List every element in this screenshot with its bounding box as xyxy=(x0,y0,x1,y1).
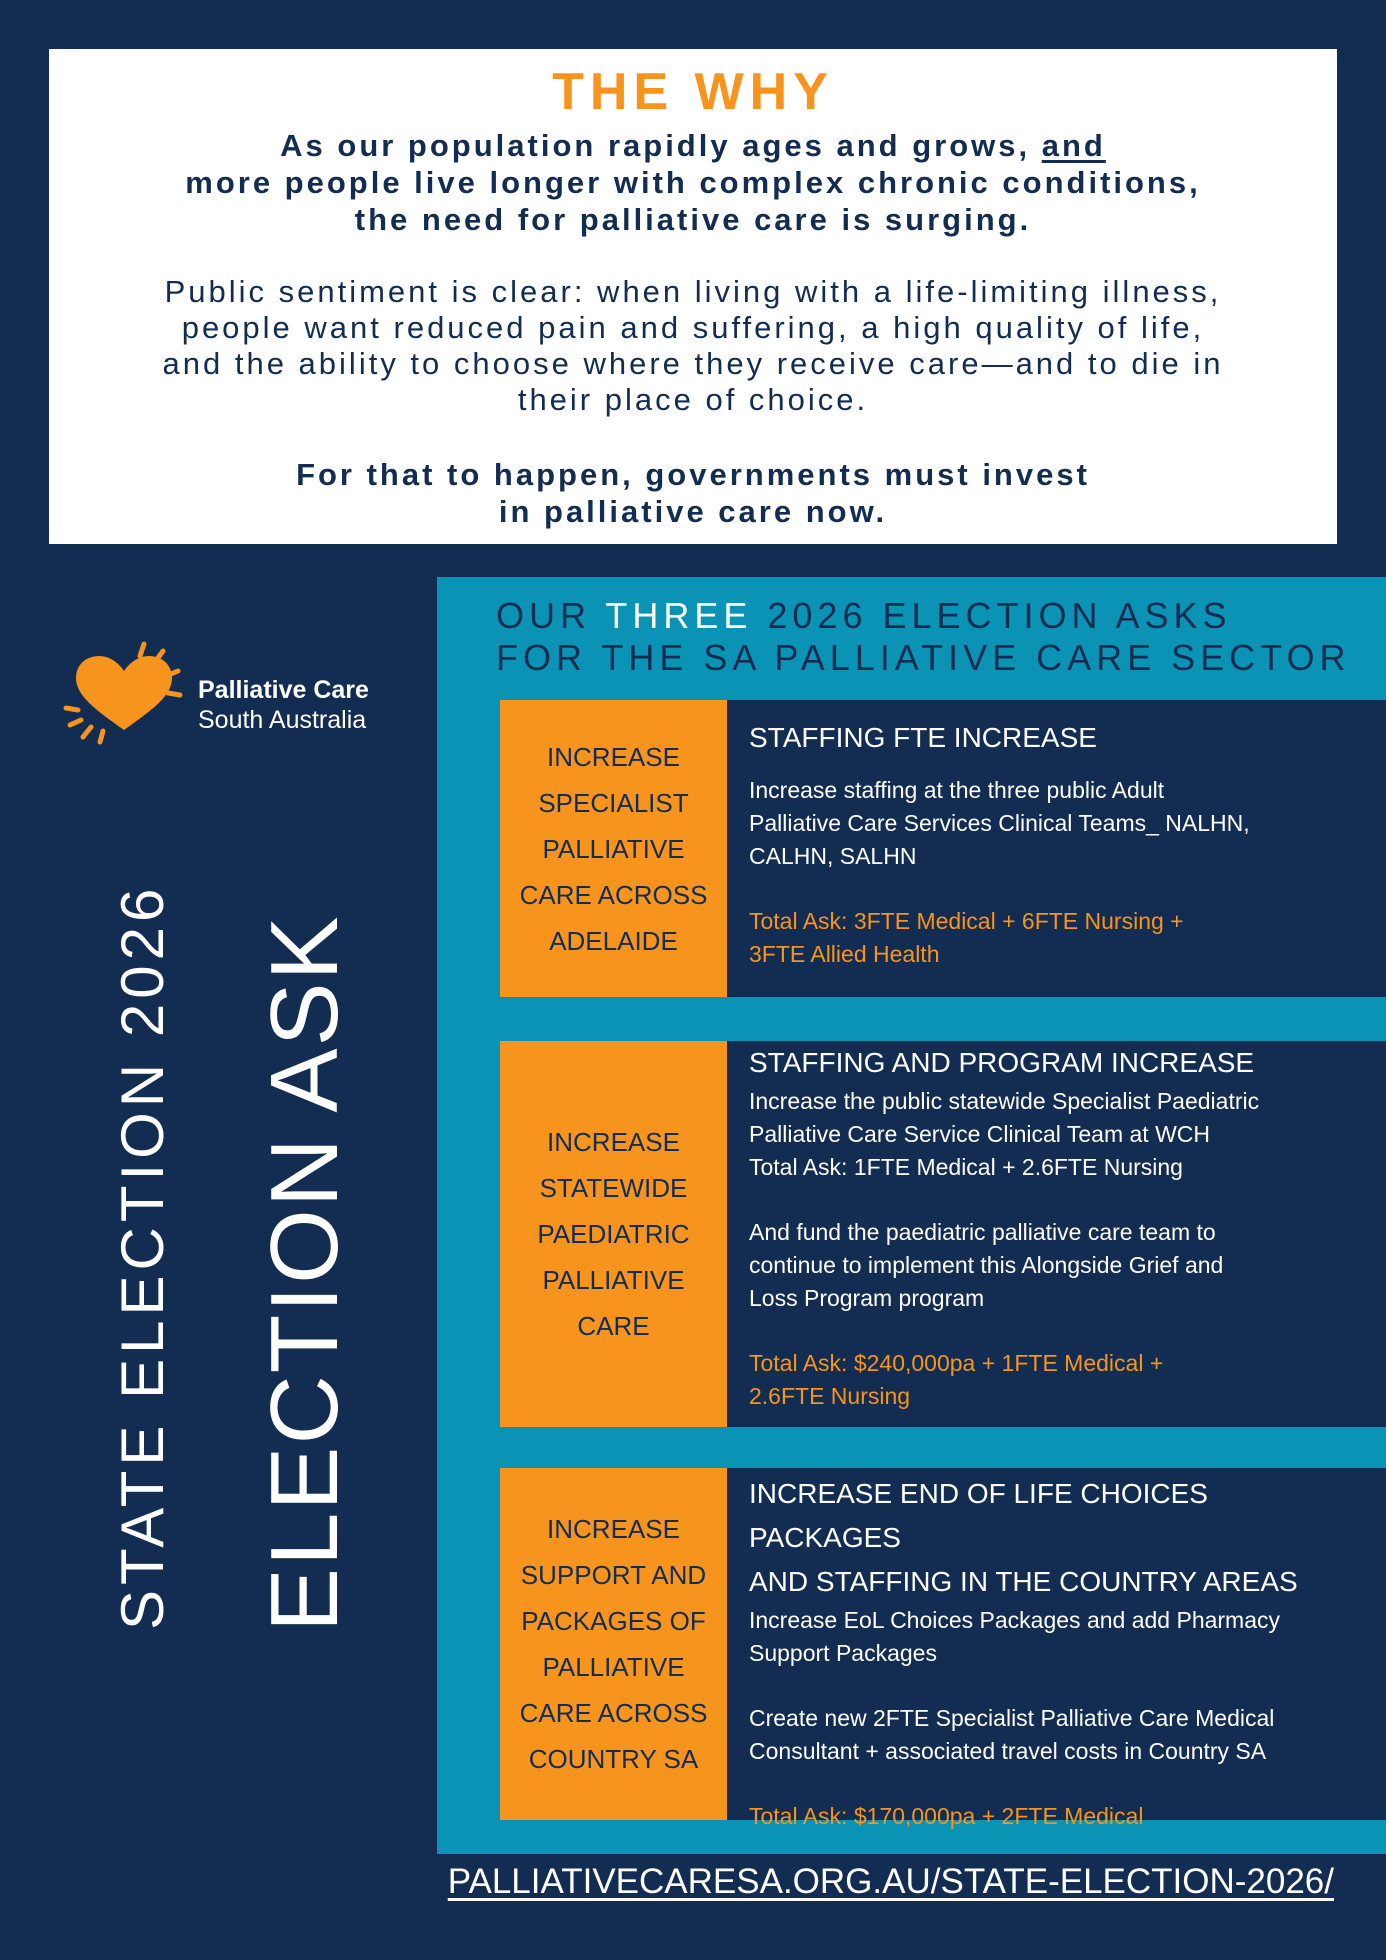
ask-label xyxy=(500,1041,727,1427)
palliative-care-sa-logo xyxy=(56,638,416,758)
why-cta-line-2: in palliative care now. xyxy=(498,494,888,529)
ask-total-line: Total Ask: 3FTE Medical + 6FTE Nursing + xyxy=(749,908,1184,934)
ask-card-adelaide xyxy=(500,700,1386,997)
why-cta-line-1: For that to happen, governments must invest xyxy=(296,457,1090,492)
campaign-url-link[interactable]: PALLIATIVECARESA.ORG.AU/STATE-ELECTION-2026/ xyxy=(447,1862,1334,1901)
ask-title: STAFFING AND PROGRAM INCREASE xyxy=(749,1047,1255,1078)
ask-label-line: CARE ACROSS xyxy=(519,1698,708,1728)
ask-description-secondary xyxy=(749,1216,1364,1315)
why-intro-line-1: As our population rapidly ages and grows, and xyxy=(280,128,1106,163)
ask-card-paediatric xyxy=(500,1041,1386,1427)
why-sentiment-paragraph xyxy=(49,274,1337,418)
why-sentiment-line-4: their place of choice. xyxy=(517,382,869,417)
ask-label-line: PALLIATIVE xyxy=(542,1265,685,1295)
why-sentiment-line-2: people want reduced pain and suffering, a high quality of life, xyxy=(181,310,1205,345)
ask-label-line: PACKAGES OF xyxy=(521,1606,706,1636)
why-sentiment-line-1: Public sentiment is clear: when living with a life-limiting illness, xyxy=(164,274,1222,309)
ask-label xyxy=(500,700,727,997)
ask-description-line: Loss Program program xyxy=(749,1285,985,1311)
ask-description-line: Palliative Care Services Clinical Teams_ NALHN, xyxy=(749,810,1250,836)
ask-description-line: CALHN, SALHN xyxy=(749,843,917,869)
asks-heading xyxy=(496,595,1351,679)
ask-title xyxy=(749,1472,1364,1604)
asks-heading-line-1: OUR THREE 2026 ELECTION ASKS xyxy=(496,595,1232,636)
ask-description-line: Create new 2FTE Specialist Palliative Care Medical xyxy=(749,1705,1275,1731)
ask-title-line: AND STAFFING IN THE COUNTRY AREAS xyxy=(749,1566,1298,1597)
ask-label-line: INCREASE xyxy=(547,1514,680,1544)
ask-total-line: 2.6FTE Nursing xyxy=(749,1383,911,1409)
why-intro-paragraph xyxy=(49,127,1337,238)
ask-label-line: PALLIATIVE xyxy=(542,1652,685,1682)
ask-label-line: SPECIALIST xyxy=(538,787,689,818)
ask-label-line: COUNTRY SA xyxy=(528,1744,699,1774)
why-intro-line-3: the need for palliative care is surging. xyxy=(354,202,1032,237)
ask-description-secondary xyxy=(749,1702,1364,1768)
why-call-to-action xyxy=(49,456,1337,530)
logo-name: Palliative Care xyxy=(198,676,369,704)
ask-description xyxy=(749,774,1364,873)
ask-description-line: And fund the paediatric palliative care team to xyxy=(749,1219,1216,1245)
ask-label-line: INCREASE xyxy=(547,1127,680,1157)
election-ask-vertical-title: ELECTION ASK xyxy=(251,914,358,1632)
ask-label xyxy=(500,1468,727,1820)
asks-heading-line-2: FOR THE SA PALLIATIVE CARE SECTOR xyxy=(496,637,1351,678)
ask-label-line: SUPPORT AND xyxy=(520,1560,707,1590)
heart-sun-icon xyxy=(56,638,196,758)
ask-description-line: continue to implement this Alongside Grief and xyxy=(749,1252,1224,1278)
ask-label-line: CARE xyxy=(577,1311,650,1341)
ask-card-country xyxy=(500,1468,1386,1829)
why-intro-line-2: more people live longer with complex chronic conditions, xyxy=(185,165,1201,200)
ask-description-line: Increase EoL Choices Packages and add Pharmacy xyxy=(749,1607,1281,1633)
ask-label-line: PALLIATIVE xyxy=(542,833,685,864)
ask-total-line: Total Ask: $240,000pa + 1FTE Medical + xyxy=(749,1350,1164,1376)
ask-details xyxy=(727,700,1386,997)
ask-description-line: Total Ask: 1FTE Medical + 2.6FTE Nursing xyxy=(749,1154,1183,1180)
ask-details xyxy=(727,1041,1386,1427)
ask-label-line: PAEDIATRIC xyxy=(537,1219,690,1249)
ask-details xyxy=(727,1468,1386,1829)
ask-description-line: Increase staffing at the three public Adult xyxy=(749,777,1165,803)
ask-total xyxy=(749,1800,1364,1833)
why-section xyxy=(49,49,1337,544)
ask-label-line: CARE ACROSS xyxy=(519,879,708,910)
ask-label-line: STATEWIDE xyxy=(539,1173,688,1203)
ask-title: STAFFING FTE INCREASE xyxy=(749,722,1097,753)
ask-description-line: Palliative Care Service Clinical Team at WCH xyxy=(749,1121,1210,1147)
ask-title-line: INCREASE END OF LIFE CHOICES PACKAGES xyxy=(749,1478,1208,1553)
ask-description-line: Increase the public statewide Specialist Paediatric xyxy=(749,1088,1260,1114)
ask-description-line: Consultant + associated travel costs in Country SA xyxy=(749,1738,1267,1764)
logo-region: South Australia xyxy=(198,706,367,734)
state-election-vertical-title: STATE ELECTION 2026 xyxy=(109,883,176,1630)
ask-description xyxy=(749,1604,1364,1670)
why-title: THE WHY xyxy=(552,63,834,121)
ask-total xyxy=(749,905,1364,971)
ask-description-line: Support Packages xyxy=(749,1640,937,1666)
why-underlined-and: and xyxy=(1041,128,1106,163)
why-sentiment-line-3: and the ability to choose where they receive care—and to die in xyxy=(162,346,1224,381)
asks-heading-highlight: THREE xyxy=(605,595,753,636)
ask-total-line: Total Ask: $170,000pa + 2FTE Medical xyxy=(749,1803,1144,1829)
ask-label-line: INCREASE xyxy=(547,741,680,772)
ask-total xyxy=(749,1347,1364,1413)
ask-description xyxy=(749,1085,1364,1184)
ask-total-line: 3FTE Allied Health xyxy=(749,941,940,967)
ask-label-line: ADELAIDE xyxy=(549,925,678,956)
